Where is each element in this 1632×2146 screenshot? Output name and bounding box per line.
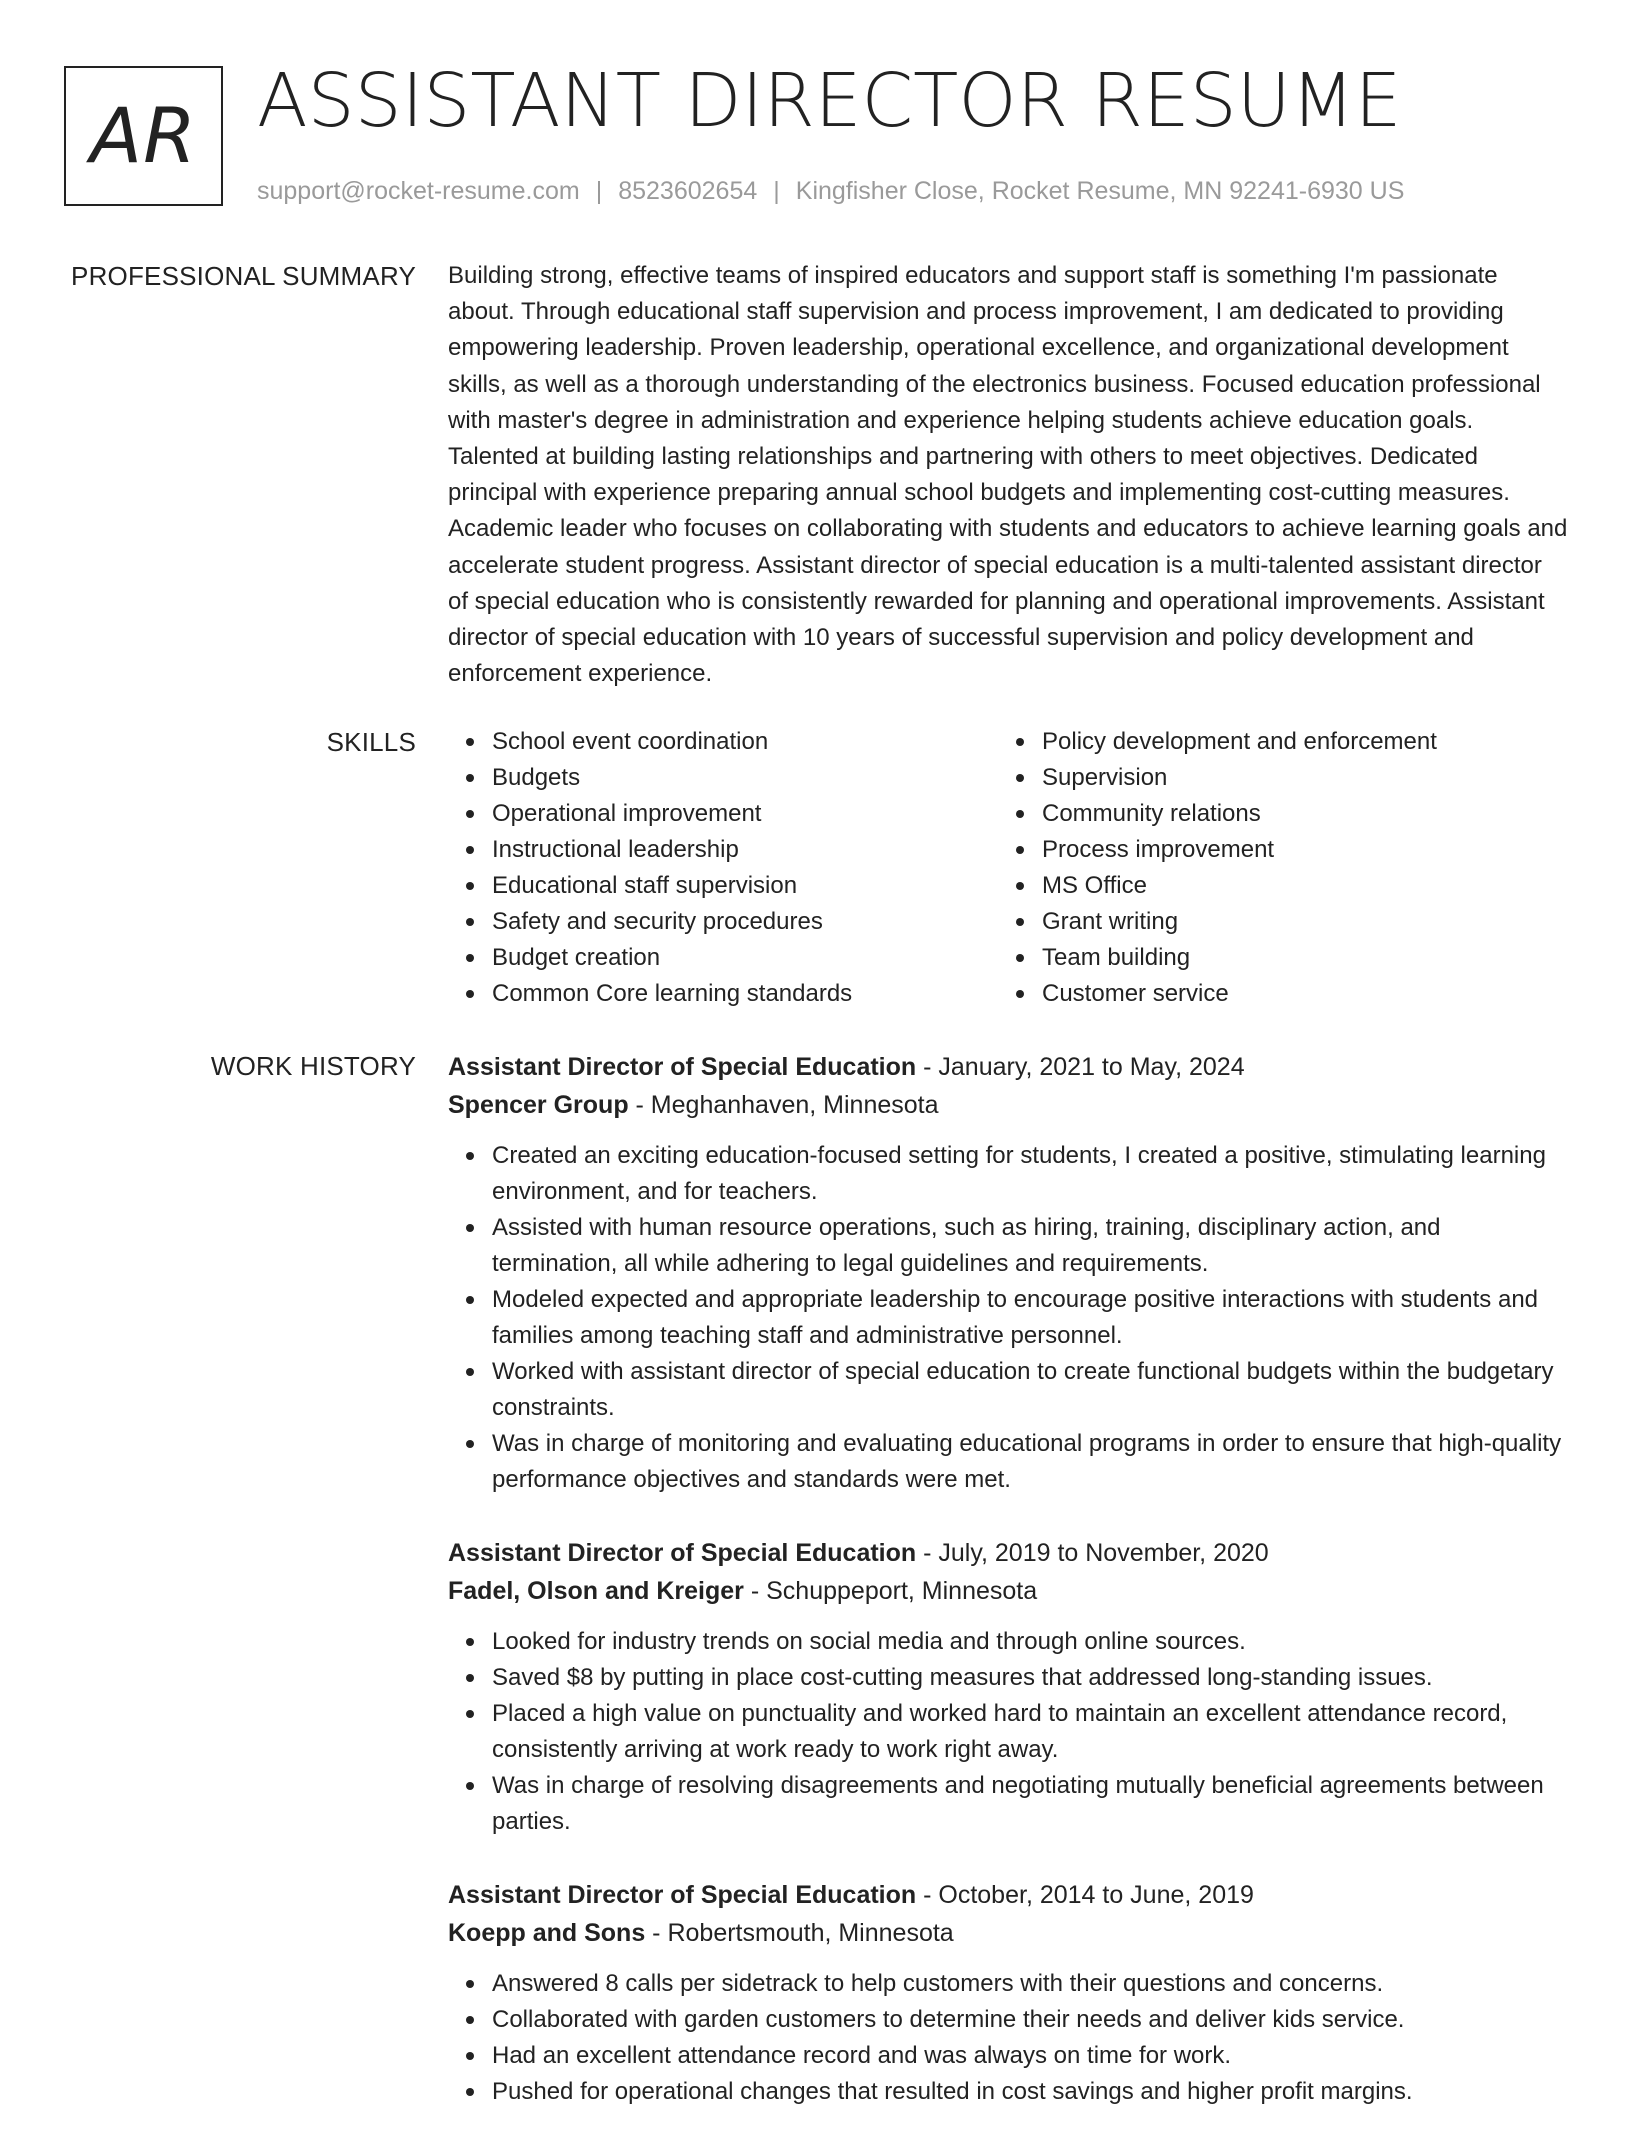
work-history-heading: WORK HISTORY [210,1051,416,1081]
job-bullets [448,1966,1568,2110]
job-company: Spencer Group [448,1091,629,1119]
job-entry [448,1876,1568,2110]
job-dates: - October, 2014 to June, 2019 [916,1881,1254,1909]
skill-item: MS Office [1042,868,1562,904]
job-dates: - July, 2019 to November, 2020 [916,1539,1269,1567]
job-bullet: Created an exciting education-focused setting for students, I created a positive, stimulating learning environment, and for teachers. [492,1138,1568,1210]
job-bullet: Worked with assistant director of special education to create functional budgets within the budgetary constraints. [492,1354,1568,1426]
job-location: - Schuppeport, Minnesota [743,1577,1038,1605]
contact-separator: | [773,177,780,205]
job-company: Fadel, Olson and Kreiger [448,1577,744,1605]
summary-heading: PROFESSIONAL SUMMARY [71,261,416,291]
job-title-line [448,1534,1568,1572]
job-title: Assistant Director of Special Education [448,1539,917,1567]
skills-list-right [998,724,1562,1012]
skill-item: Team building [1042,940,1562,976]
job-bullet: Saved $8 by putting in place cost-cutting measures that addressed long-standing issues. [492,1660,1568,1696]
skill-item: Budget creation [492,940,998,976]
job-bullet: Was in charge of monitoring and evaluating educational programs in order to ensure that high-quality performance objectives and standards were met. [492,1426,1568,1498]
skill-item: Safety and security procedures [492,904,998,940]
contact-line [257,175,1404,207]
job-title-line [448,1048,1568,1086]
job-company-line [448,1086,1568,1124]
job-entry [448,1048,1568,1498]
contact-email: support@rocket-resume.com [257,177,580,205]
skill-item: Common Core learning standards [492,976,998,1012]
contact-address: Kingfisher Close, Rocket Resume, MN 92241-6930 US [795,177,1405,205]
resume-title: ASSISTANT DIRECTOR RESUME [257,58,1402,144]
summary-text: Building strong, effective teams of inspired educators and support staff is something I'm passionate about. Through educational staff supervision and process improvement, I am dedicated to providing empowering leadership. Proven leadership, operational excellence, and organizational development skills, as well as a thorough understanding of the electronics business. Focused education professional with master's degree in administration and experience helping students achieve education goals. Talented at building lasting relationships and partnering with others to meet objectives. Dedicated principal with experience preparing annual school budgets and implementing cost-cutting measures. Academic leader who focuses on collaborating with students and educators to achieve learning goals and accelerate student progress. Assistant director of special education is a multi-talented assistant director of special education who is consistently rewarded for planning and operational improvements. Assistant director of special education with 10 years of successful supervision and policy development and enforcement experience. [448,262,1568,688]
skills-list-left [448,724,998,1012]
job-bullet: Placed a high value on punctuality and worked hard to maintain an excellent attendance record, consistently arriving at work ready to work right away. [492,1696,1568,1768]
contact-separator: | [595,177,603,205]
contact-phone: 8523602654 [618,177,758,205]
job-location: - Robertsmouth, Minnesota [645,1919,954,1947]
skill-item: Operational improvement [492,796,998,832]
skill-item: School event coordination [492,724,998,760]
job-title-line [448,1876,1568,1914]
job-location: - Meghanhaven, Minnesota [628,1091,939,1119]
skill-item: Budgets [492,760,998,796]
skill-item: Grant writing [1042,904,1562,940]
monogram-badge [64,66,223,206]
job-bullet: Was in charge of resolving disagreements and negotiating mutually beneficial agreements between parties. [492,1768,1568,1840]
job-bullet: Looked for industry trends on social media and through online sources. [492,1624,1568,1660]
job-bullet: Answered 8 calls per sidetrack to help customers with their questions and concerns. [492,1966,1568,2002]
monogram-initials: AR [90,91,197,180]
job-company-line [448,1572,1568,1610]
skill-item: Policy development and enforcement [1042,724,1562,760]
job-bullet: Had an excellent attendance record and was always on time for work. [492,2038,1568,2074]
job-bullet: Pushed for operational changes that resulted in cost savings and higher profit margins. [492,2074,1568,2110]
job-bullet: Modeled expected and appropriate leadership to encourage positive interactions with students and families among teaching staff and administrative personnel. [492,1282,1568,1354]
skill-item: Customer service [1042,976,1562,1012]
job-bullet: Collaborated with garden customers to determine their needs and deliver kids service. [492,2002,1568,2038]
skill-item: Instructional leadership [492,832,998,868]
job-company-line [448,1914,1568,1952]
job-dates: - January, 2021 to May, 2024 [916,1053,1245,1081]
skill-item: Supervision [1042,760,1562,796]
skills-heading: SKILLS [326,727,416,757]
skill-item: Process improvement [1042,832,1562,868]
skill-item: Community relations [1042,796,1562,832]
job-bullets [448,1138,1568,1498]
job-list [448,1048,1568,2146]
skill-item: Educational staff supervision [492,868,998,904]
job-bullets [448,1624,1568,1840]
job-title: Assistant Director of Special Education [448,1053,917,1081]
job-title: Assistant Director of Special Education [448,1881,917,1909]
job-entry [448,1534,1568,1840]
job-bullet: Assisted with human resource operations, such as hiring, training, disciplinary action, and termination, all while adhering to legal guidelines and requirements. [492,1210,1568,1282]
job-company: Koepp and Sons [448,1919,646,1947]
